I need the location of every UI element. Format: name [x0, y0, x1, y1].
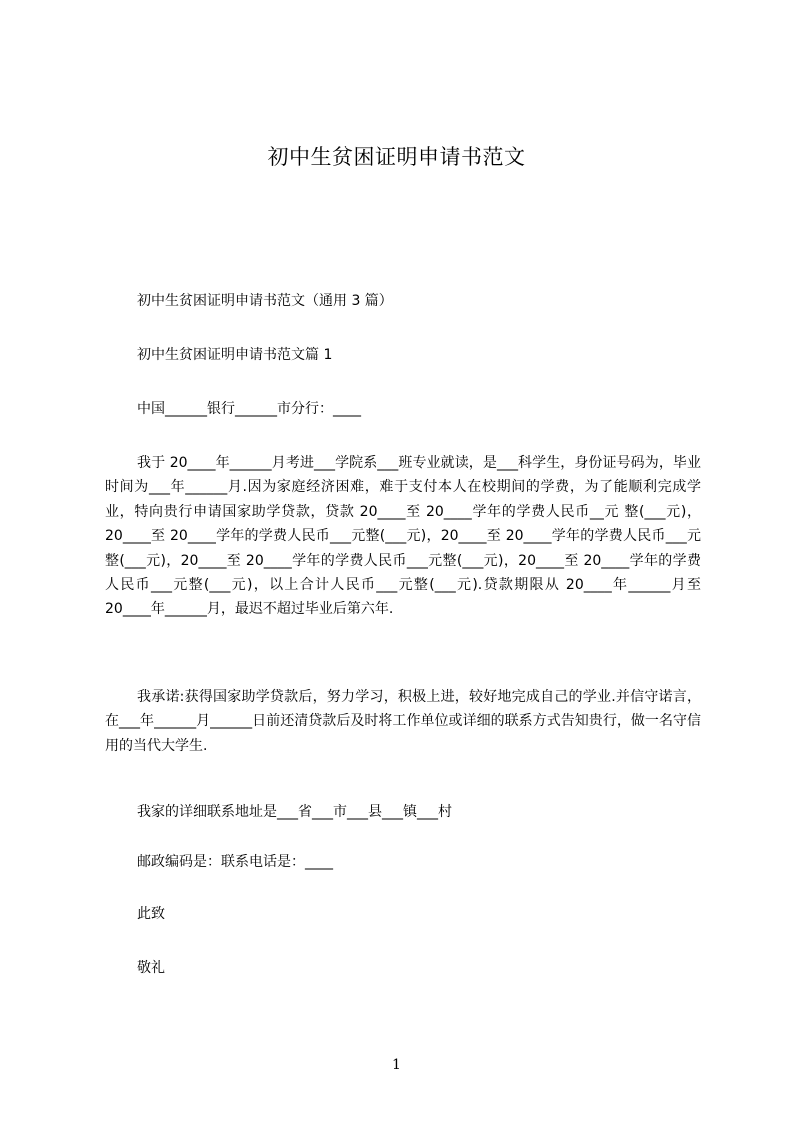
- address-line: 我家的详细联系地址是___省___市___县___镇___村: [137, 804, 452, 820]
- page-number: 1: [392, 1057, 401, 1073]
- document-title: 初中生贫困证明申请书范文: [267, 145, 526, 169]
- closing-regards: 敬礼: [137, 960, 165, 976]
- closing-greeting: 此致: [137, 906, 165, 922]
- commitment-paragraph: 我承诺:获得国家助学贷款后，努力学习，积极上进，较好地完成自己的学业.并信守诺言，在___年______月______日前还清贷款后及时将工作单位或详细的联系方式告知贵行，做一名守信用的当代大学生.: [105, 689, 701, 754]
- salutation-line: 中国______银行______市分行：____: [137, 401, 361, 417]
- document-subtitle: 初中生贫困证明申请书范文（通用 3 篇）: [137, 293, 393, 309]
- section-heading: 初中生贫困证明申请书范文篇 1: [137, 347, 333, 363]
- postal-contact-line: 邮政编码是：联系电话是：____: [137, 854, 333, 870]
- body-paragraph: 我于 20____年______月考进___学院系___班专业就读，是___科学生，身份证号码为，毕业时间为___年______月.因为家庭经济困难，难于支付本人在校期间的学费，为了能顺利完成学业，特向贵行申请国家助学贷款，贷款 20____至 20____学年的学费人民币__元 整(___元)，20____至 20____学年的学费人民币___元整(___元)，20____至 20____学年的学费人民币___元整(___元)，20____至 20____学年的学费人民币___元整(___元)，20____至 20____学年的学费人民币___元整(___元)，以上合计人民币___元整(___元).贷款期限从 20____年______月至 20____年______月，最迟不超过毕业后第六年.: [105, 455, 701, 618]
